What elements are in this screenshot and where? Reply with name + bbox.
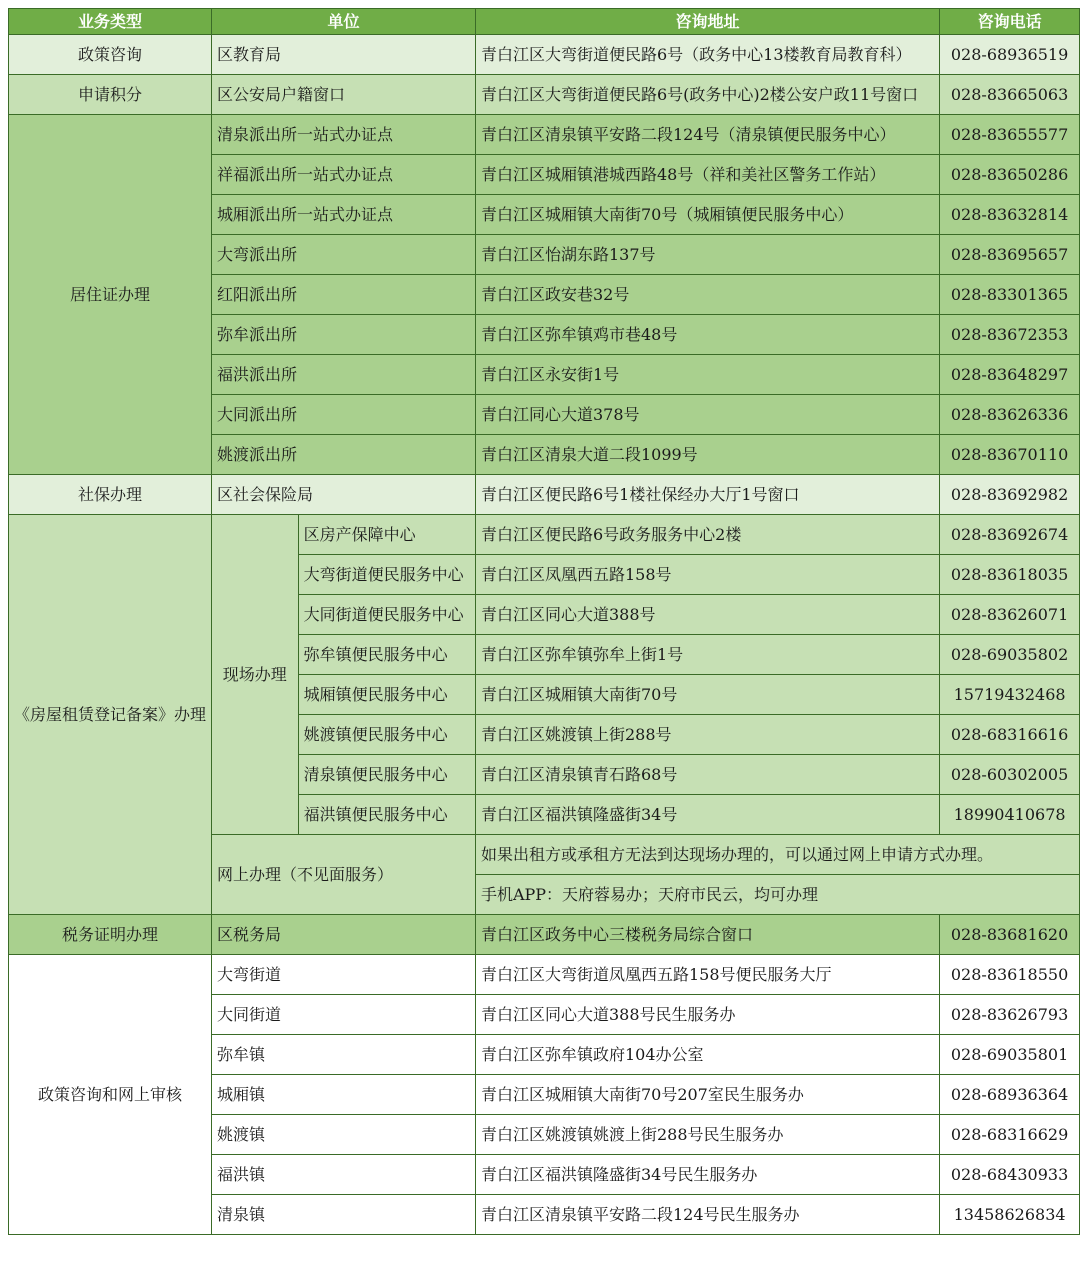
address-cell: 青白江区城厢镇大南街70号（城厢镇便民服务中心） xyxy=(475,195,939,235)
phone-cell: 028-68936364 xyxy=(940,1075,1080,1115)
category-cell: 政策咨询和网上审核 xyxy=(9,955,212,1235)
phone-cell: 028-83301365 xyxy=(940,275,1080,315)
phone-cell: 028-83626336 xyxy=(940,395,1080,435)
address-cell: 青白江区凤凰西五路158号 xyxy=(475,555,939,595)
address-cell: 青白江区福洪镇隆盛街34号民生服务办 xyxy=(475,1155,939,1195)
online-note-cell: 如果出租方或承租方无法到达现场办理的，可以通过网上申请方式办理。 xyxy=(475,835,1079,875)
phone-cell: 028-83655577 xyxy=(940,115,1080,155)
unit-cell: 城厢派出所一站式办证点 xyxy=(212,195,476,235)
address-cell: 青白江区永安街1号 xyxy=(475,355,939,395)
address-cell: 青白江区怡湖东路137号 xyxy=(475,235,939,275)
address-cell: 青白江区便民路6号政务服务中心2楼 xyxy=(475,515,939,555)
address-cell: 青白江区清泉镇平安路二段124号民生服务办 xyxy=(475,1195,939,1235)
phone-cell: 028-83681620 xyxy=(940,915,1080,955)
unit-cell: 大同街道 xyxy=(212,995,476,1035)
unit-cell: 清泉镇便民服务中心 xyxy=(298,755,475,795)
category-cell: 申请积分 xyxy=(9,75,212,115)
phone-cell: 028-68430933 xyxy=(940,1155,1080,1195)
address-cell: 青白江区大弯街道凤凰西五路158号便民服务大厅 xyxy=(475,955,939,995)
unit-cell: 清泉镇 xyxy=(212,1195,476,1235)
address-cell: 青白江区政安巷32号 xyxy=(475,275,939,315)
phone-cell: 028-83632814 xyxy=(940,195,1080,235)
address-cell: 青白江区城厢镇港城西路48号（祥和美社区警务工作站） xyxy=(475,155,939,195)
category-cell: 政策咨询 xyxy=(9,35,212,75)
phone-cell: 028-83626071 xyxy=(940,595,1080,635)
unit-cell: 清泉派出所一站式办证点 xyxy=(212,115,476,155)
table-row xyxy=(9,75,1080,115)
address-cell: 青白江区大弯街道便民路6号（政务中心13楼教育局教育科） xyxy=(475,35,939,75)
unit-cell: 区税务局 xyxy=(212,915,476,955)
unit-cell: 城厢镇便民服务中心 xyxy=(298,675,475,715)
address-cell: 青白江区弥牟镇弥牟上街1号 xyxy=(475,635,939,675)
phone-cell: 15719432468 xyxy=(940,675,1080,715)
address-cell: 青白江区姚渡镇上街288号 xyxy=(475,715,939,755)
header-address: 咨询地址 xyxy=(475,9,939,35)
phone-cell: 028-83692982 xyxy=(940,475,1080,515)
onsite-label-cell: 现场办理 xyxy=(212,515,299,835)
consultation-table xyxy=(8,8,1080,1235)
phone-cell: 028-68936519 xyxy=(940,35,1080,75)
table-row xyxy=(9,955,1080,995)
unit-cell: 大同派出所 xyxy=(212,395,476,435)
address-cell: 青白江区政务中心三楼税务局综合窗口 xyxy=(475,915,939,955)
unit-cell: 福洪镇便民服务中心 xyxy=(298,795,475,835)
unit-cell: 区房产保障中心 xyxy=(298,515,475,555)
unit-cell: 大弯派出所 xyxy=(212,235,476,275)
category-cell: 税务证明办理 xyxy=(9,915,212,955)
phone-cell: 18990410678 xyxy=(940,795,1080,835)
address-cell: 青白江区福洪镇隆盛街34号 xyxy=(475,795,939,835)
address-cell: 青白江区弥牟镇政府104办公室 xyxy=(475,1035,939,1075)
unit-cell: 红阳派出所 xyxy=(212,275,476,315)
unit-cell: 区公安局户籍窗口 xyxy=(212,75,476,115)
category-cell: 社保办理 xyxy=(9,475,212,515)
unit-cell: 大弯街道便民服务中心 xyxy=(298,555,475,595)
phone-cell: 028-83672353 xyxy=(940,315,1080,355)
unit-cell: 大同街道便民服务中心 xyxy=(298,595,475,635)
header-unit: 单位 xyxy=(212,9,476,35)
phone-cell: 028-69035801 xyxy=(940,1035,1080,1075)
online-app-cell: 手机APP：天府蓉易办；天府市民云，均可办理 xyxy=(475,875,1079,915)
address-cell: 青白江区城厢镇大南街70号207室民生服务办 xyxy=(475,1075,939,1115)
address-cell: 青白江同心大道378号 xyxy=(475,395,939,435)
header-type: 业务类型 xyxy=(9,9,212,35)
unit-cell: 姚渡镇便民服务中心 xyxy=(298,715,475,755)
unit-cell: 区社会保险局 xyxy=(212,475,476,515)
phone-cell: 028-69035802 xyxy=(940,635,1080,675)
phone-cell: 028-83695657 xyxy=(940,235,1080,275)
online-label-cell: 网上办理（不见面服务） xyxy=(212,835,476,915)
header-row xyxy=(9,9,1080,35)
address-cell: 青白江区弥牟镇鸡市巷48号 xyxy=(475,315,939,355)
category-cell: 《房屋租赁登记备案》办理 xyxy=(9,515,212,915)
unit-cell: 城厢镇 xyxy=(212,1075,476,1115)
phone-cell: 028-83618035 xyxy=(940,555,1080,595)
phone-cell: 028-68316629 xyxy=(940,1115,1080,1155)
phone-cell: 028-83618550 xyxy=(940,955,1080,995)
table-row xyxy=(9,35,1080,75)
unit-cell: 福洪派出所 xyxy=(212,355,476,395)
unit-cell: 弥牟派出所 xyxy=(212,315,476,355)
phone-cell: 13458626834 xyxy=(940,1195,1080,1235)
address-cell: 青白江区同心大道388号民生服务办 xyxy=(475,995,939,1035)
phone-cell: 028-68316616 xyxy=(940,715,1080,755)
phone-cell: 028-83626793 xyxy=(940,995,1080,1035)
table-row xyxy=(9,115,1080,155)
table-row xyxy=(9,475,1080,515)
table-row xyxy=(9,515,1080,555)
address-cell: 青白江区城厢镇大南街70号 xyxy=(475,675,939,715)
category-cell: 居住证办理 xyxy=(9,115,212,475)
unit-cell: 祥福派出所一站式办证点 xyxy=(212,155,476,195)
unit-cell: 姚渡派出所 xyxy=(212,435,476,475)
phone-cell: 028-83670110 xyxy=(940,435,1080,475)
phone-cell: 028-83692674 xyxy=(940,515,1080,555)
address-cell: 青白江区同心大道388号 xyxy=(475,595,939,635)
phone-cell: 028-83665063 xyxy=(940,75,1080,115)
address-cell: 青白江区便民路6号1楼社保经办大厅1号窗口 xyxy=(475,475,939,515)
phone-cell: 028-60302005 xyxy=(940,755,1080,795)
unit-cell: 福洪镇 xyxy=(212,1155,476,1195)
address-cell: 青白江区清泉镇青石路68号 xyxy=(475,755,939,795)
unit-cell: 区教育局 xyxy=(212,35,476,75)
address-cell: 青白江区大弯街道便民路6号(政务中心)2楼公安户政11号窗口 xyxy=(475,75,939,115)
phone-cell: 028-83650286 xyxy=(940,155,1080,195)
address-cell: 青白江区清泉镇平安路二段124号（清泉镇便民服务中心） xyxy=(475,115,939,155)
unit-cell: 姚渡镇 xyxy=(212,1115,476,1155)
table-row xyxy=(9,915,1080,955)
phone-cell: 028-83648297 xyxy=(940,355,1080,395)
unit-cell: 弥牟镇便民服务中心 xyxy=(298,635,475,675)
address-cell: 青白江区清泉大道二段1099号 xyxy=(475,435,939,475)
unit-cell: 大弯街道 xyxy=(212,955,476,995)
address-cell: 青白江区姚渡镇姚渡上街288号民生服务办 xyxy=(475,1115,939,1155)
unit-cell: 弥牟镇 xyxy=(212,1035,476,1075)
header-phone: 咨询电话 xyxy=(940,9,1080,35)
